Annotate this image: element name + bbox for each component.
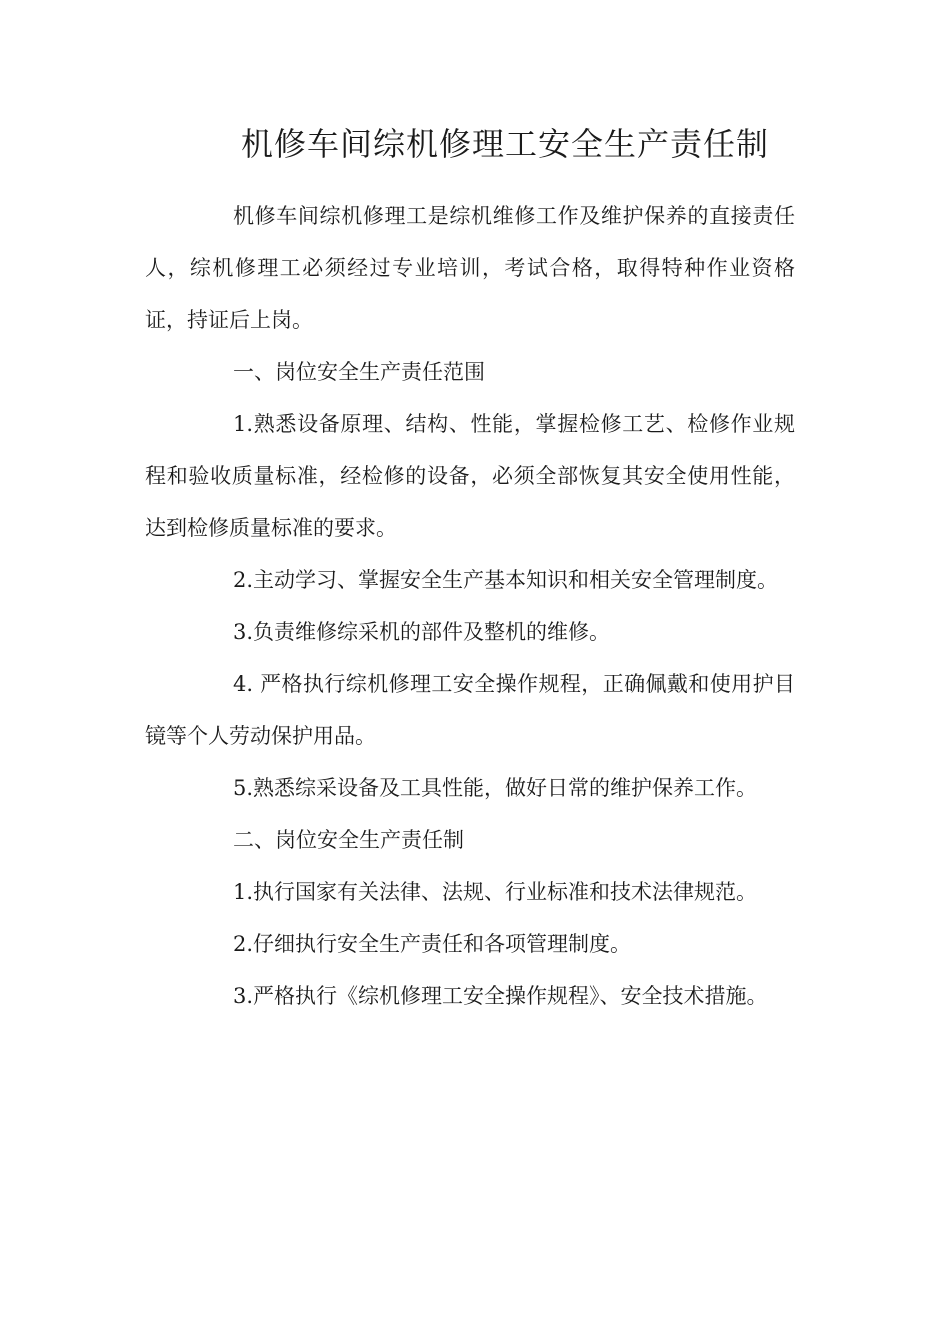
paragraph-item: 5.熟悉综采设备及工具性能，做好日常的维护保养工作。 bbox=[233, 776, 758, 800]
intro-paragraph: 机修车间综机修理工是综机维修工作及维护保养的直接责任人，综机修理工必须经过专业培训，考试合格，取得特种作业资格证，持证后上岗。 bbox=[145, 204, 795, 332]
paragraph-item: 3.负责维修综采机的部件及整机的维修。 bbox=[233, 620, 611, 644]
document-body bbox=[145, 190, 795, 1022]
paragraph-item: 4. 严格执行综机修理工安全操作规程，正确佩戴和使用护目镜等个人劳动保护用品。 bbox=[145, 672, 795, 748]
paragraph-item: 1.熟悉设备原理、结构、性能，掌握检修工艺、检修作业规程和验收质量标准，经检修的设备，必须全部恢复其安全使用性能，达到检修质量标准的要求。 bbox=[145, 412, 795, 540]
paragraph-item: 2.主动学习、掌握安全生产基本知识和相关安全管理制度。 bbox=[233, 568, 779, 592]
section-heading-2: 二、岗位安全生产责任制 bbox=[233, 828, 464, 852]
paragraph-item: 3.严格执行《综机修理工安全操作规程》、安全技术措施。 bbox=[233, 984, 768, 1008]
paragraph-item: 2.仔细执行安全生产责任和各项管理制度。 bbox=[233, 932, 632, 956]
section-heading-1: 一、岗位安全生产责任范围 bbox=[233, 360, 485, 384]
document-title: 机修车间综机修理工安全生产责任制 bbox=[240, 125, 769, 163]
paragraph-item: 1.执行国家有关法律、法规、行业标准和技术法律规范。 bbox=[233, 880, 758, 904]
